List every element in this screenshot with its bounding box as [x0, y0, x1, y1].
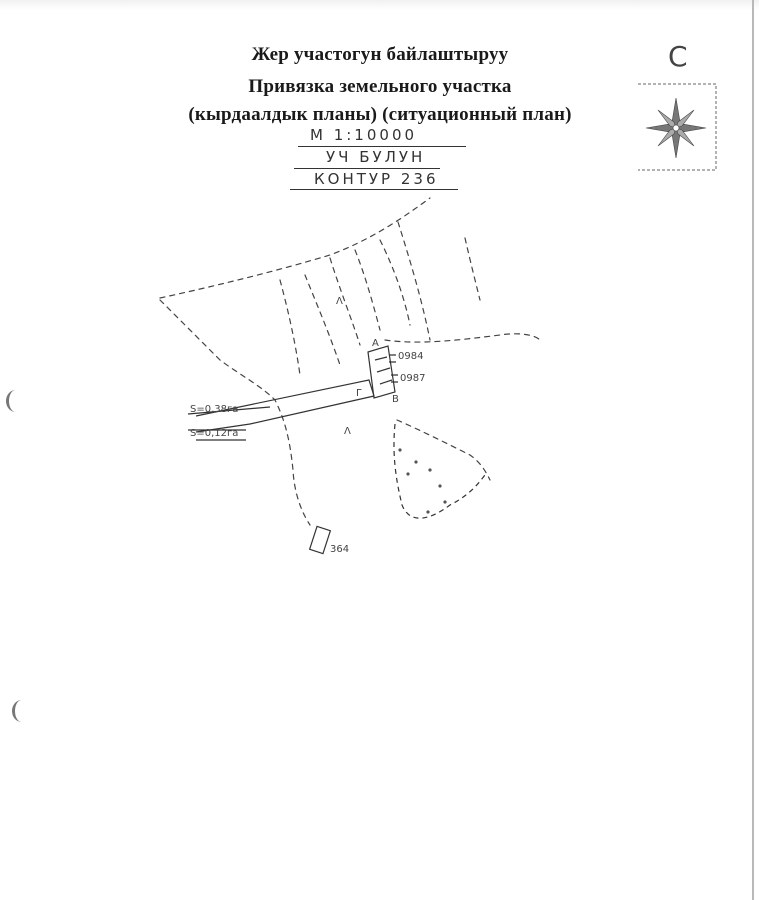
parcel-364: [310, 526, 331, 553]
contour-text: КОНТУР 236: [314, 170, 439, 188]
area-0987-label: 0987: [400, 373, 426, 384]
north-letter: С: [668, 40, 688, 73]
ravine-2: [305, 275, 340, 365]
subtitle: (кырдаалдык планы) (ситуационный план): [188, 104, 572, 125]
point-g-label: Г: [356, 388, 363, 399]
terrain-mark-1: Λ: [336, 296, 343, 307]
point-a-label: А: [372, 338, 379, 349]
title-kyrgyz: Жер участогун байлаштыруу: [251, 44, 509, 65]
ravine-6: [398, 222, 430, 340]
ridge: [397, 420, 490, 480]
ravine-3: [330, 258, 360, 345]
ravine-1: [280, 280, 300, 375]
boundary-upper: [160, 198, 430, 298]
hill: [394, 424, 487, 518]
area-0984-label: 0984: [398, 351, 424, 362]
point-b-label: В: [392, 394, 399, 405]
road-area-2-label: S=0,12га: [190, 428, 239, 439]
parcel-hatch: [375, 357, 392, 384]
parcel-364-label: 364: [330, 544, 350, 555]
scale-text: М 1:10000: [310, 126, 418, 144]
punch-hole-icon: [12, 700, 31, 722]
title-russian: Привязка земельного участка: [248, 76, 512, 97]
punch-hole-icon: [6, 390, 25, 412]
road-area-1-label: S=0,38га: [190, 404, 239, 415]
terrain-mark-2: Λ: [344, 426, 351, 437]
ravine-7: [465, 238, 480, 300]
creek: [385, 334, 540, 342]
place-text: УЧ БУЛУН: [326, 148, 426, 166]
ravine-5: [380, 240, 410, 325]
ravine-4: [355, 250, 380, 330]
